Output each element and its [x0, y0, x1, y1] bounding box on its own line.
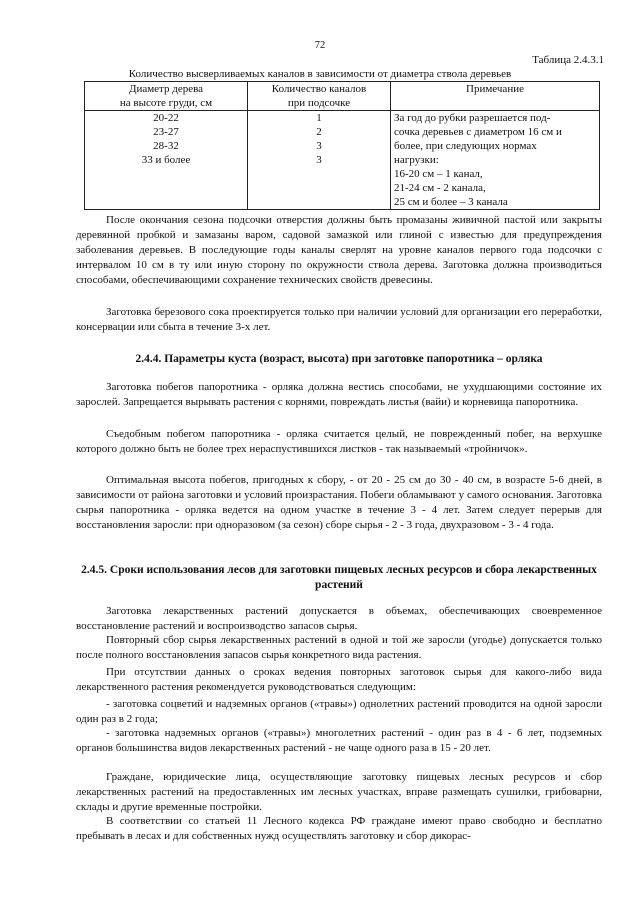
paragraph-no-data: При отсутствии данных о сроках ведения повторных заготовок сырья для какого-либо вида лекарственного растения рекомендуется руководствоваться следующим: — [76, 666, 602, 693]
channels-table — [84, 81, 600, 210]
paragraph-fern-edible: Съедобным побегом папоротника - орляка считается целый, не поврежденный побег, на верхушке которого должно быть не более трех нераспустившихся листков - так называемый «тройничок». — [76, 428, 602, 455]
header-note: Примечание — [391, 82, 600, 111]
header-diameter: Диаметр дерева на высоте груди, см — [85, 82, 248, 111]
diameter-cell: 20-22 23-27 28-32 33 и более — [85, 111, 248, 210]
paragraph-fern-height: Оптимальная высота побегов, пригодных к сбору, - от 20 - 25 см до 30 - 40 см, в возрасте 5-6 дней, в зависимости от района заготовки и условий произрастания. Побеги обламывают у самого основания. Заготовка сырья папоротника - орляка ведется на одном участке в течение 3 - 4 лет. Затем следует перерыв для восстановления заросли: при одноразовом (за сезон) сборе сырья - 2 - 3 года, двухразовом - 3 - 4 года. — [76, 474, 602, 531]
channels-cell: 1 2 3 3 — [248, 111, 391, 210]
table-label: Таблица 2.4.3.1 — [532, 54, 604, 66]
paragraph-medicinal-volume: Заготовка лекарственных растений допускается в объемах, обеспечивающих своевременное восстановление растений и воспроизводство запасов сырья. — [76, 605, 602, 632]
section-heading-2-4-5: 2.4.5. Сроки использования лесов для заготовки пищевых лесных ресурсов и сбора лекарственных растений — [81, 564, 597, 591]
paragraph-fern-methods: Заготовка побегов папоротника - орляка должна вестись способами, не ухудшающими состояние их зарослей. Запрещается вырывать растения с корнями, повреждать листья (вайи) и корневища папоротника. — [76, 381, 602, 408]
section-heading-2-4-4: 2.4.4. Параметры куста (возраст, высота) при заготовке папоротника – орляка — [135, 353, 543, 365]
note-cell: За год до рубки разрешается под- сочка деревьев с диаметром 16 см и более, при следующих нормах нагрузки: 16-20 см – 1 канал, 21-24 см - 2 канала, 25 см и более – 3 канала — [391, 111, 600, 210]
table-row — [85, 111, 600, 210]
paragraph-citizens-buildings: Граждане, юридические лица, осуществляющие заготовку пищевых лесных ресурсов и сбор лекарственных растений на предоставленных им лесных участках, вправе размещать сушилки, грибоварни, склады и другие временные постройки. — [76, 771, 602, 813]
paragraph-perennial-plants: - заготовка надземных органов («травы») многолетних растений - один раз в 4 - 6 лет, подземных органов большинства видов лекарственных растений - не чаще одного раза в 15 - 20 лет. — [76, 727, 602, 754]
header-channels: Количество каналов при подсочке — [248, 82, 391, 111]
page-number: 72 — [314, 40, 326, 51]
paragraph-forest-code: В соответствии со статьей 11 Лесного кодекса РФ граждане имеют право свободно и бесплатно пребывать в лесах и для собственных нужд осуществлять заготовку и сбор дикорас- — [76, 815, 602, 842]
paragraph-annual-plants: - заготовка соцветий и надземных органов («травы») однолетних растений проводится на одной заросли один раз в 2 года; — [76, 698, 602, 725]
table-header-row — [85, 82, 600, 111]
paragraph-repeat-harvest: Повторный сбор сырья лекарственных растений в одной и той же заросли (угодье) допускается только после полного восстановления запасов сырья конкретного вида растения. — [76, 634, 602, 661]
paragraph-birch-sap: Заготовка березового сока проектируется только при наличии условий для организации его переработки, консервации или сбыта в течение 3-х лет. — [76, 306, 602, 333]
paragraph-sap-closing: После окончания сезона подсочки отверстия должны быть промазаны живичной пастой или закрыты деревянной пробкой и замазаны варом, садовой замазкой или глиной с известью для предупреждения заболевания деревьев. В последующие годы каналы сверлят на уровне каналов первого года подсочки с интервалом 10 см в ту или иную сторону по окружности ствола дерева. Заготовка должна производиться способами, обеспечивающими сохранение технических свойств древесины. — [76, 214, 602, 286]
table-title: Количество высверливаемых каналов в зависимости от диаметра ствола деревьев — [128, 68, 512, 80]
